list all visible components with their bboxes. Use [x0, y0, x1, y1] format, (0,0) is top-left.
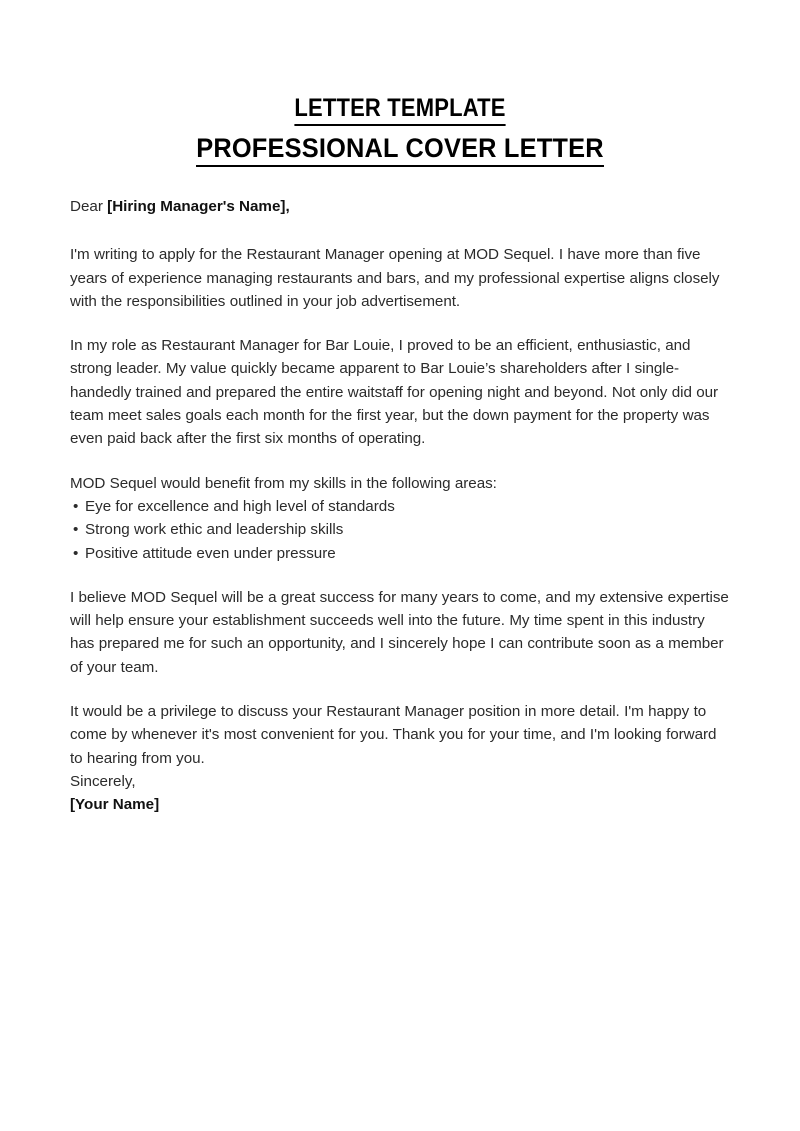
bullet-marker-icon: •	[73, 521, 79, 539]
paragraph-skills-lead-in: MOD Sequel would benefit from my skills in the following areas:	[70, 474, 497, 492]
document-title-line-2	[24, 133, 776, 167]
list-item-label: Positive attitude even under pressure	[85, 544, 336, 562]
bullet-marker-icon: •	[73, 544, 79, 562]
document-title-block	[0, 94, 800, 167]
paragraph-experience: In my role as Restaurant Manager for Bar Louie, I proved to be an efficient, enthusiastic, and strong leader. My value quickly became apparent to Bar Louie’s shareholders after I single-handedly trained and prepared the entire waitstaff for opening night and beyond. Not only did our team meet sales goals each month for the first year, but the down payment for the property was even paid back after the first six months of operating.	[70, 337, 719, 448]
bullet-marker-icon: •	[73, 497, 79, 515]
salutation-prefix: Dear	[70, 198, 108, 215]
document-title-line-1-text: LETTER TEMPLATE	[294, 94, 505, 126]
paragraph-intro: I'm writing to apply for the Restaurant Manager opening at MOD Sequel. I have more than five years of experience managing restaurants and bars, and my professional expertise aligns closely with the responsibilities outlined in your job advertisement.	[70, 246, 720, 310]
salutation-placeholder[interactable]: [Hiring Manager's Name],	[107, 198, 290, 215]
salutation-line	[70, 195, 730, 218]
list-item	[70, 542, 730, 565]
document-title-line-2-text: PROFESSIONAL COVER LETTER	[196, 133, 604, 167]
signature-name-placeholder[interactable]: [Your Name]	[70, 796, 160, 814]
document-title-line-1	[48, 94, 752, 126]
list-item	[70, 518, 730, 541]
closing-line: Sincerely,	[70, 772, 136, 790]
list-item-label: Eye for excellence and high level of standards	[85, 497, 395, 515]
list-item	[70, 495, 730, 518]
paragraph-call-to-action: It would be a privilege to discuss your Restaurant Manager position in more detail. I'm happy to come by whenever it's most convenient for you. Thank you for your time, and I'm looking forward to hearing from you.	[70, 703, 717, 767]
paragraph-belief: I believe MOD Sequel will be a great success for many years to come, and my extensive expertise will help ensure your establishment succeeds well into the future. My time spent in this industry has prepared me for such an opportunity, and I sincerely hope I can contribute soon as a member of your team.	[70, 588, 729, 676]
list-item-label: Strong work ethic and leadership skills	[85, 521, 344, 539]
letter-body	[70, 195, 730, 817]
skills-bullet-list	[70, 495, 730, 565]
